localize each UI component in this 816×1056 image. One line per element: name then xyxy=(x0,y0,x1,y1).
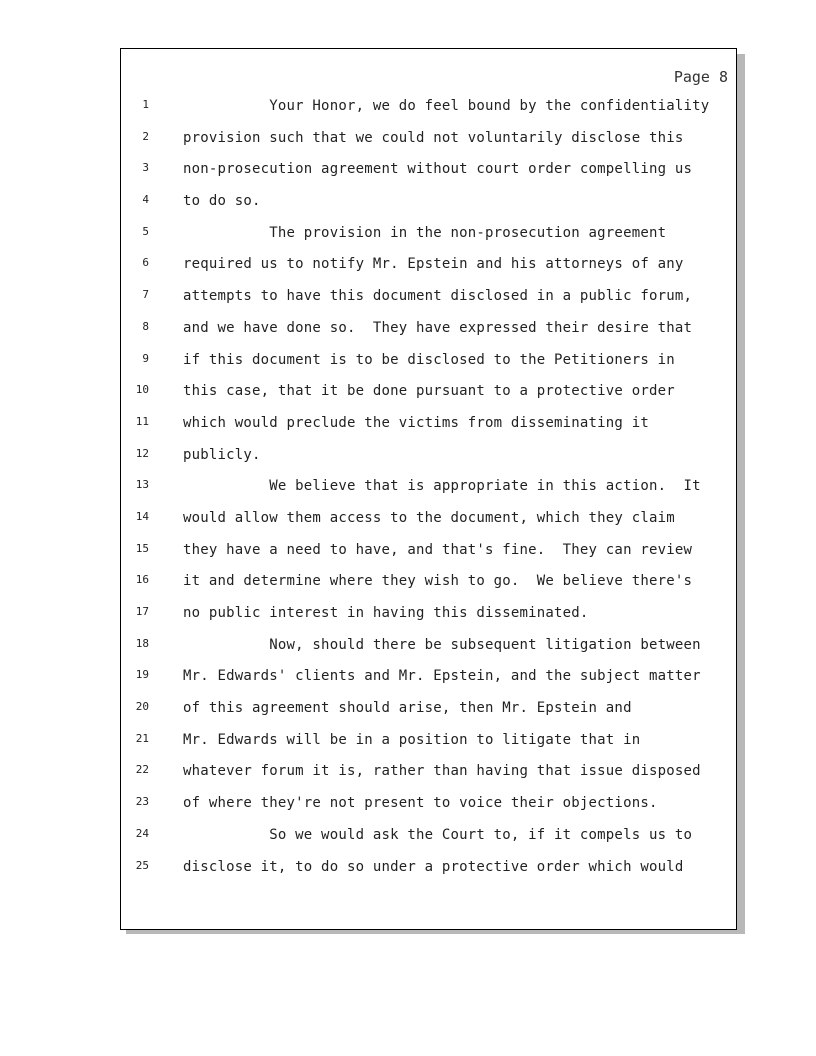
line-number: 17 xyxy=(135,605,149,618)
transcript-line xyxy=(121,348,738,380)
transcript-line xyxy=(121,538,738,570)
transcript-line xyxy=(121,506,738,538)
line-number: 7 xyxy=(142,288,149,302)
transcript-line xyxy=(121,316,738,348)
line-text: disclose it, to do so under a protective order which would xyxy=(183,858,684,875)
line-text: publicly. xyxy=(183,446,261,463)
line-text: whatever forum it is, rather than having that issue disposed xyxy=(183,763,701,780)
line-text: of where they're not present to voice their objections. xyxy=(183,795,658,812)
line-text: this case, that it be done pursuant to a protective order xyxy=(183,383,675,400)
line-number: 12 xyxy=(135,446,149,460)
line-text: would allow them access to the document, which they claim xyxy=(183,509,675,526)
page-number: Page 8 xyxy=(673,68,728,86)
line-text: attempts to have this document disclosed in a public forum, xyxy=(183,288,693,305)
line-number: 14 xyxy=(135,509,149,523)
transcript-line xyxy=(121,379,738,411)
line-text: We believe that is appropriate in this action. It xyxy=(183,478,701,495)
line-text: required us to notify Mr. Epstein and his attorneys of any xyxy=(183,256,684,273)
transcript-line xyxy=(121,474,738,506)
transcript-line xyxy=(121,252,738,284)
line-text: to do so. xyxy=(183,193,261,210)
transcript-line xyxy=(121,569,738,601)
line-text: Your Honor, we do feel bound by the confidentiality xyxy=(183,98,710,114)
line-text: provision such that we could not voluntarily disclose this xyxy=(183,129,684,146)
line-number: 15 xyxy=(135,541,149,555)
line-number: 22 xyxy=(135,763,149,777)
line-text: which would preclude the victims from disseminating it xyxy=(183,414,649,431)
line-number: 25 xyxy=(135,858,149,872)
line-number: 10 xyxy=(135,383,149,397)
transcript-line xyxy=(121,728,738,760)
transcript-line xyxy=(121,189,738,221)
transcript-line xyxy=(121,601,738,633)
transcript-line xyxy=(121,126,738,158)
line-number: 23 xyxy=(135,795,149,809)
line-number: 3 xyxy=(142,161,149,175)
line-text: Mr. Edwards will be in a position to litigate that in xyxy=(183,731,641,748)
line-number: 16 xyxy=(135,573,149,587)
transcript-page xyxy=(120,48,737,930)
line-number: 4 xyxy=(142,193,149,207)
line-text: they have a need to have, and that's fine. They can review xyxy=(183,541,693,558)
line-number: 18 xyxy=(135,636,149,650)
transcript-line xyxy=(121,759,738,791)
line-number: 6 xyxy=(142,256,149,270)
transcript-line xyxy=(121,284,738,316)
transcript-line xyxy=(121,411,738,443)
line-number: 5 xyxy=(142,224,149,238)
line-number: 19 xyxy=(135,668,149,682)
transcript-line xyxy=(121,157,738,189)
line-text: non-prosecution agreement without court order compelling us xyxy=(183,161,693,178)
line-text: and we have done so. They have expressed their desire that xyxy=(183,319,693,336)
line-text: The provision in the non-prosecution agreement xyxy=(183,224,667,241)
transcript-line xyxy=(121,791,738,823)
line-number: 24 xyxy=(135,826,149,840)
transcript-line xyxy=(121,664,738,696)
line-text: if this document is to be disclosed to the Petitioners in xyxy=(183,351,675,368)
transcript-line xyxy=(121,94,738,126)
line-text: of this agreement should arise, then Mr. Epstein and xyxy=(183,700,632,717)
line-text: So we would ask the Court to, if it compels us to xyxy=(183,826,693,843)
line-number: 21 xyxy=(135,731,149,745)
transcript-line xyxy=(121,696,738,728)
transcript-line xyxy=(121,633,738,665)
line-number: 11 xyxy=(135,414,149,428)
line-text: it and determine where they wish to go. We believe there's xyxy=(183,573,693,590)
line-text: Now, should there be subsequent litigation between xyxy=(183,636,701,653)
line-number: 2 xyxy=(142,129,149,143)
line-number: 8 xyxy=(142,319,149,333)
line-number: 13 xyxy=(135,478,149,492)
line-number: 20 xyxy=(135,700,149,714)
transcript-line xyxy=(121,221,738,253)
line-number: 9 xyxy=(142,351,149,365)
transcript-line xyxy=(121,855,738,887)
line-text: Mr. Edwards' clients and Mr. Epstein, and the subject matter xyxy=(183,668,701,685)
line-text: no public interest in having this disseminated. xyxy=(183,605,589,621)
transcript-line xyxy=(121,823,738,855)
transcript-line xyxy=(121,443,738,475)
transcript-lines xyxy=(121,94,738,886)
line-number: 1 xyxy=(142,98,149,111)
